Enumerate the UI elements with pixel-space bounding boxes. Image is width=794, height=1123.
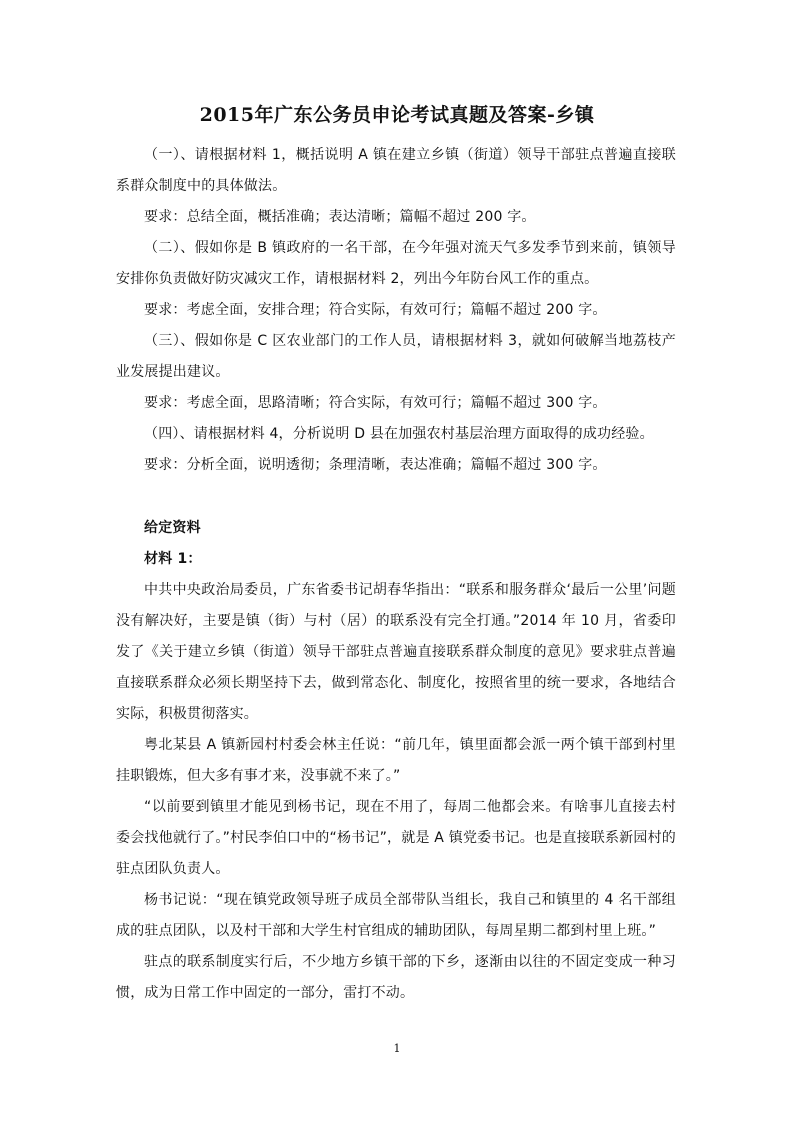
page-number: 1	[393, 1042, 401, 1055]
document-title: 2015年广东公务员申论考试真题及答案-乡镇	[199, 104, 595, 126]
material-heading: 材料 1：	[144, 551, 202, 567]
section-heading: 给定资料	[144, 520, 201, 536]
question-1-requirement: 要求：总结全面，概括准确；表达清晰；篇幅不超过 200 字。	[144, 209, 536, 225]
material-paragraph: 驻点的联系制度实行后，不少地方乡镇干部的下乡，逐渐由以往的不固定变成一种习惯，成为日常工作中固定的一部分，雷打不动。	[116, 954, 676, 1001]
question-4-requirement: 要求：分析全面，说明透彻；条理清晰，表达准确；篇幅不超过 300 字。	[144, 457, 607, 473]
question-4: （四）、请根据材料 4，分析说明 D 县在加强农村基层治理方面取得的成功经验。	[144, 426, 654, 442]
question-1: （一）、请根据材料 1，概括说明 A 镇在建立乡镇（街道）领导干部驻点普遍直接联系群众制度中的具体做法。	[116, 147, 676, 194]
materials-section	[116, 513, 676, 1009]
material-paragraph: 粤北某县 A 镇新园村村委会林主任说：“前几年，镇里面都会派一两个镇干部到村里挂职锻炼，但大多有事才来，没事就不来了。”	[116, 737, 676, 784]
material-paragraph: 杨书记说：“现在镇党政领导班子成员全部带队当组长，我自己和镇里的 4 名干部组成的驻点团队，以及村干部和大学生村官组成的辅助团队，每周星期二都到村里上班。”	[116, 892, 676, 939]
question-2: （二）、假如你是 B 镇政府的一名干部，在今年强对流天气多发季节到来前，镇领导安排你负责做好防灾减灾工作，请根据材料 2，列出今年防台风工作的重点。	[116, 240, 676, 287]
material-paragraph: “以前要到镇里才能见到杨书记，现在不用了，每周二他都会来。有啥事儿直接去村委会找他就行了。”村民李伯口中的“杨书记”，就是 A 镇党委书记。也是直接联系新园村的驻点团队负责人。	[116, 799, 676, 877]
question-3-requirement: 要求：考虑全面，思路清晰；符合实际，有效可行；篇幅不超过 300 字。	[144, 395, 607, 411]
material-paragraph: 中共中央政治局委员，广东省委书记胡春华指出：“联系和服务群众‘最后一公里’问题没有解决好，主要是镇（街）与村（居）的联系没有完全打通。”2014 年 10 月，省委印发了《关于建立乡镇（街道）领导干部驻点普遍直接联系群众制度的意见》要求驻点普遍直接联系群众必须长期坚持下去，做到常态化、制度化，按照省里的统一要求，各地结合实际，积极贯彻落实。	[116, 582, 676, 722]
question-3: （三）、假如你是 C 区农业部门的工作人员，请根据材料 3，就如何破解当地荔枝产业发展提出建议。	[116, 333, 676, 380]
question-2-requirement: 要求：考虑全面，安排合理；符合实际，有效可行；篇幅不超过 200 字。	[144, 302, 607, 318]
questions-section	[116, 140, 676, 481]
